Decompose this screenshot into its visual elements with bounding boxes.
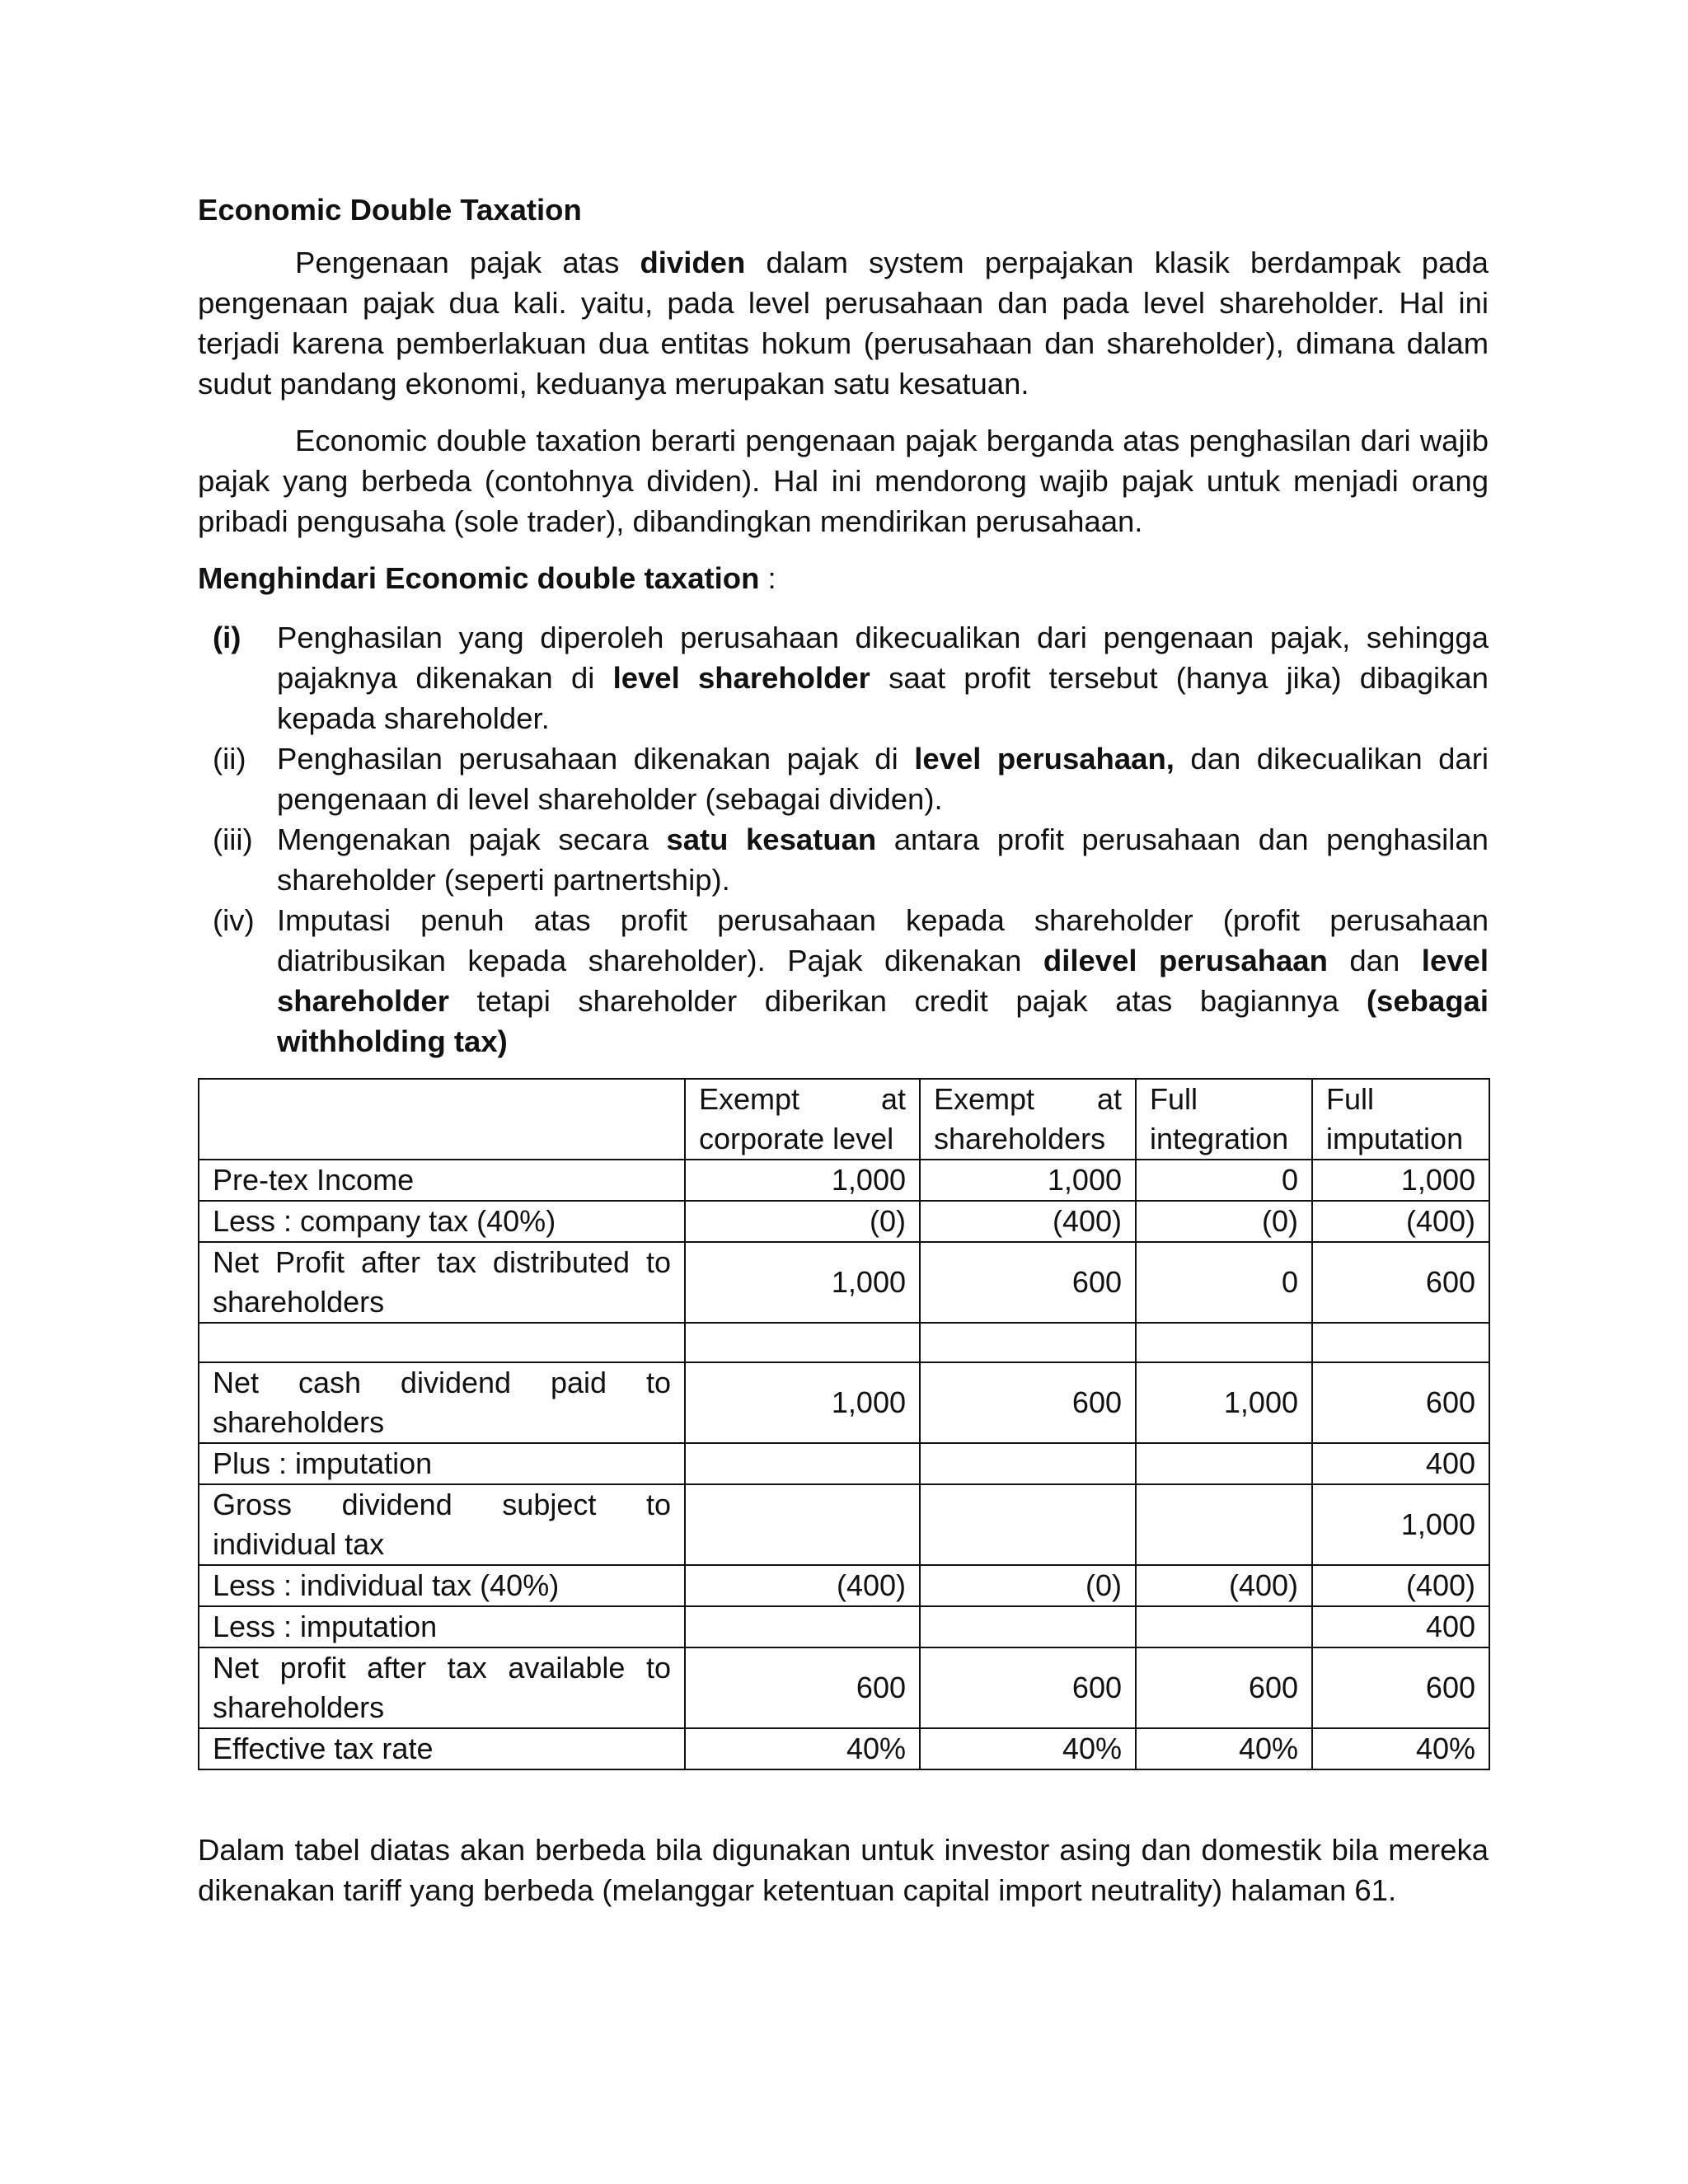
table-header-cell: Full integration [1136,1079,1312,1160]
paragraph-dividen [198,242,1489,404]
table-cell [685,1606,920,1647]
table-cell: 1,000 [920,1160,1136,1201]
table-cell: 1,000 [685,1160,920,1201]
section-heading-bold: Menghindari Economic double taxation [198,561,760,595]
row-label: Gross dividend subject to individual tax [199,1484,685,1565]
table-cell: 600 [685,1647,920,1728]
table-cell: (400) [1312,1565,1489,1606]
table-cell: 1,000 [1136,1362,1312,1443]
table-cell [920,1323,1136,1362]
document-page [198,190,1489,1910]
table-header-row [199,1079,1489,1160]
table-row [199,1160,1489,1201]
table-cell: (400) [1312,1201,1489,1242]
table-cell [1312,1323,1489,1362]
table-cell: 600 [1312,1242,1489,1323]
list-item-text: Mengenakan pajak secara [277,823,667,856]
table-cell: 1,000 [1312,1484,1489,1565]
table-header-cell [199,1079,685,1160]
table-cell [685,1443,920,1484]
list-item-number: (iii) [213,823,253,856]
bold-term: level perusahaan, [914,742,1175,776]
section-heading-suffix: : [759,561,776,595]
row-label: Plus : imputation [199,1443,685,1484]
table-cell: (400) [685,1565,920,1606]
table-cell: 400 [1312,1606,1489,1647]
table-cell: 1,000 [1312,1160,1489,1201]
row-label: Less : company tax (40%) [199,1201,685,1242]
list-item-number: (ii) [213,742,246,776]
bold-term: level shareholder [277,944,1489,1018]
row-label: Net Profit after tax distributed to shareholders [199,1242,685,1323]
row-label: Pre-tex Income [199,1160,685,1201]
table-row-blank [199,1323,1489,1362]
table-row [199,1484,1489,1565]
section-heading [198,558,1489,599]
table-header-cell: Exempt at corporate level [685,1079,920,1160]
table-row [199,1443,1489,1484]
table-row [199,1565,1489,1606]
table-cell [1136,1484,1312,1565]
table-row [199,1606,1489,1647]
list-item-text: saat profit tersebut (hanya jika) dibagikan kepada shareholder. [277,661,1489,735]
list-item-text: Penghasilan perusahaan dikenakan pajak di [277,742,915,776]
table-row [199,1728,1489,1769]
table-cell: 1,000 [685,1242,920,1323]
row-label: Net profit after tax available to shareholders [199,1647,685,1728]
paragraph-economic-double-taxation: Economic double taxation berarti pengenaan pajak berganda atas penghasilan dari wajib pajak yang berbeda (contohnya dividen). Hal ini mendorong wajib pajak untuk menjadi orang pribadi pengusaha (sole trader), dibandingkan mendirikan perusahaan. [198,424,1489,538]
table-cell: (0) [685,1201,920,1242]
row-label: Less : imputation [199,1606,685,1647]
closing-paragraph: Dalam tabel diatas akan berbeda bila digunakan untuk investor asing dan domestik bila mereka dikenakan tariff yang berbeda (melanggar ketentuan capital import neutrality) halaman 61. [198,1833,1489,1907]
table-cell: 0 [1136,1242,1312,1323]
row-label: Less : individual tax (40%) [199,1565,685,1606]
table-cell: 400 [1312,1443,1489,1484]
table-cell [1136,1606,1312,1647]
page-title: Economic Double Taxation [198,193,582,227]
table-row [199,1242,1489,1323]
list-item-text: Penghasilan yang diperoleh perusahaan dikecualikan dari pengenaan pajak, sehingga pajaknya dikenakan di [277,621,1489,695]
table-cell: (0) [920,1565,1136,1606]
table-cell: (400) [1136,1565,1312,1606]
table-cell [685,1484,920,1565]
table-row [199,1647,1489,1728]
bold-term: dilevel perusahaan [1043,944,1328,977]
list-item [198,617,1489,738]
paragraph-text: Pengenaan pajak atas [295,246,640,279]
list-item-text: Imputasi penuh atas profit perusahaan kepada shareholder (profit perusahaan diatribusikan kepada shareholder). Pajak dikenakan [277,903,1489,977]
table-cell [920,1443,1136,1484]
table-cell: 600 [1312,1362,1489,1443]
table-header-cell: Full imputation [1312,1079,1489,1160]
table-cell: 600 [1312,1647,1489,1728]
table-cell: 1,000 [685,1362,920,1443]
table-cell: 600 [920,1242,1136,1323]
table-cell: 600 [920,1362,1136,1443]
tax-comparison-table [198,1078,1490,1770]
row-label [199,1323,685,1362]
table-row [199,1362,1489,1443]
table-cell: 40% [1136,1728,1312,1769]
method-list [198,617,1489,1062]
table-cell: 40% [685,1728,920,1769]
list-item-number: (i) [213,621,241,654]
list-item [198,900,1489,1062]
bold-term: satu kesatuan [666,823,877,856]
list-item [198,819,1489,900]
table-row [199,1201,1489,1242]
table-cell: (400) [920,1201,1136,1242]
list-item-text: tetapi shareholder diberikan credit pajak atas bagiannya [448,984,1367,1018]
table-cell: (0) [1136,1201,1312,1242]
bold-term: level shareholder [612,661,870,695]
table-cell: 0 [1136,1160,1312,1201]
list-item-text: dan dikecualikan dari pengenaan di level shareholder (sebagai dividen). [277,742,1489,816]
list-item-text: dan [1327,944,1422,977]
row-label: Effective tax rate [199,1728,685,1769]
row-label: Net cash dividend paid to shareholders [199,1362,685,1443]
bold-term: (sebagai withholding tax) [277,984,1489,1058]
table-cell [920,1484,1136,1565]
table-cell [685,1323,920,1362]
table-cell [1136,1323,1312,1362]
table-cell [920,1606,1136,1647]
table-header-cell: Exempt at shareholders [920,1079,1136,1160]
list-item-text: antara profit perusahaan dan penghasilan shareholder (seperti partnertship). [277,823,1489,897]
table-cell [1136,1443,1312,1484]
table-cell: 40% [920,1728,1136,1769]
table-cell: 40% [1312,1728,1489,1769]
list-item-number: (iv) [213,903,255,937]
table-cell: 600 [1136,1647,1312,1728]
bold-term: dividen [640,246,746,279]
list-item [198,738,1489,819]
table-cell: 600 [920,1647,1136,1728]
paragraph-text: dalam system perpajakan klasik berdampak pada pengenaan pajak dua kali. yaitu, pada level perusahaan dan pada level shareholder. Hal ini terjadi karena pemberlakuan dua entitas hokum (perusahaan dan shareholder), dimana dalam sudut pandang ekonomi, keduanya merupakan satu kesatuan. [198,246,1489,401]
